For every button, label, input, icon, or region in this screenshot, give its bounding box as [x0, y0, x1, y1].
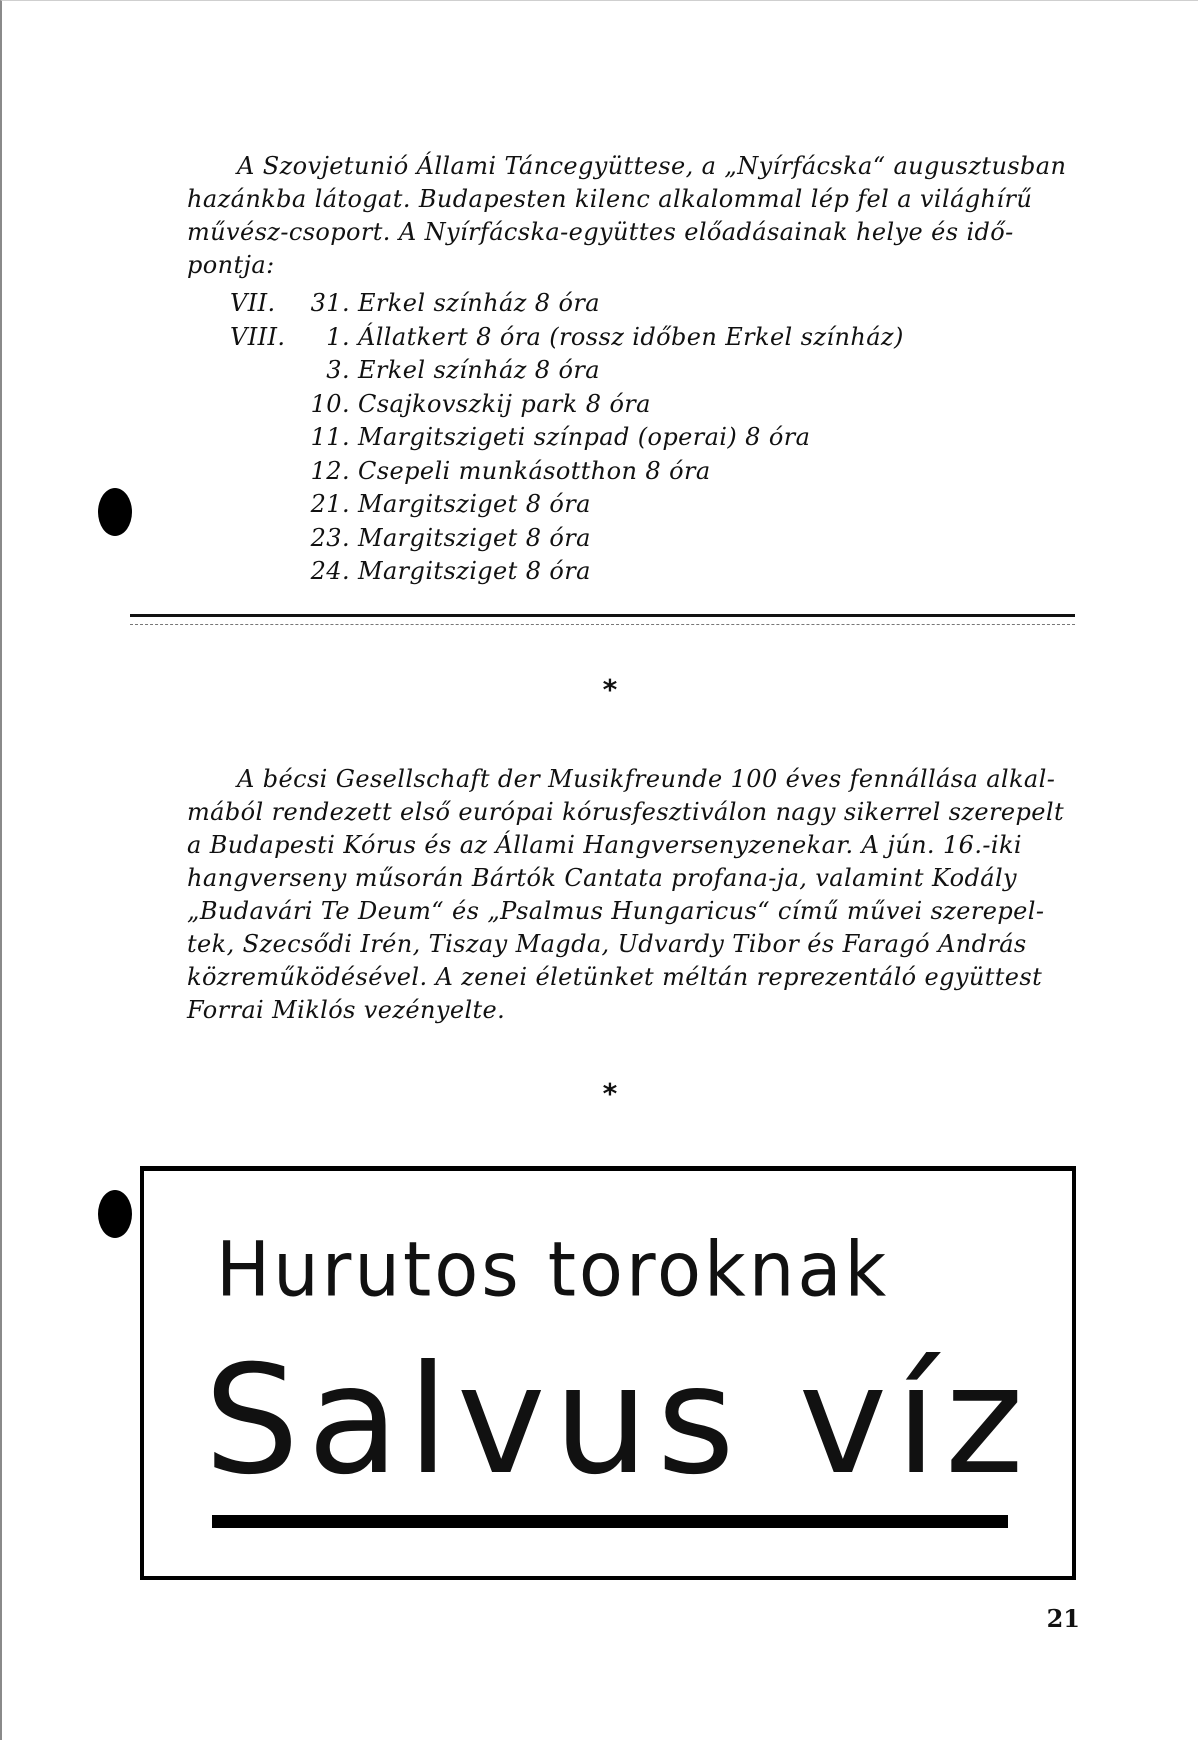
schedule-month: [230, 522, 298, 556]
ad-underline-bar: [212, 1515, 1008, 1528]
schedule-row: [230, 421, 904, 455]
schedule-row: [230, 488, 904, 522]
notice1-line-4: pontja:: [187, 251, 275, 279]
notice2-line-5: „Budavári Te Deum“ és „Psalmus Hungaricus“ című művei szerepel-: [187, 897, 1045, 925]
advertisement-box: [140, 1166, 1076, 1580]
schedule-month: VIII.: [230, 322, 286, 351]
notice1-line-3: művész-csoport. A Nyírfácska-együttes előadásainak helye és idő-: [187, 218, 1014, 246]
schedule-day: 23.: [310, 523, 350, 552]
ad-headline: Hurutos toroknak: [216, 1224, 890, 1314]
schedule-event: Erkel színház 8 óra: [358, 289, 600, 317]
schedule-event: Csepeli munkásotthon 8 óra: [358, 456, 711, 485]
schedule-event: Margitsziget 8 óra: [358, 490, 591, 518]
schedule-row: [230, 388, 904, 422]
notice2-line-4: hangverseny műsorán Bártók Cantata profana-ja, valamint Kodály: [187, 864, 1017, 892]
page-number: 21: [1046, 1604, 1080, 1633]
schedule-day: 12.: [310, 456, 350, 485]
schedule-row: [230, 321, 904, 355]
schedule-day: 21.: [310, 490, 350, 518]
schedule-row: [230, 522, 904, 556]
section-divider-rule: [130, 614, 1075, 617]
schedule-day: 3.: [326, 356, 350, 384]
notice2-line-7: közreműködésével. A zenei életünket méltán reprezentáló együttest: [187, 963, 1043, 991]
section-divider-rule-thin: [130, 624, 1075, 625]
schedule-month: VII.: [230, 289, 276, 317]
notice2-line-6: tek, Szecsődi Irén, Tiszay Magda, Udvardy Tibor és Faragó András: [187, 930, 1027, 958]
separator-asterisk-2: *: [602, 1077, 618, 1110]
schedule-day: 1.: [326, 322, 350, 351]
schedule-month: [230, 388, 298, 422]
schedule-event: Állatkert 8 óra (rossz időben Erkel színház): [358, 322, 904, 351]
schedule-day: 10.: [310, 389, 350, 418]
schedule-day: 31.: [310, 289, 350, 317]
schedule-event: Margitszigeti színpad (operai) 8 óra: [358, 423, 811, 451]
schedule-event: Csajkovszkij park 8 óra: [358, 389, 651, 418]
schedule-day: 24.: [310, 557, 350, 585]
performance-schedule: [230, 287, 904, 589]
schedule-event: Erkel színház 8 óra: [358, 356, 600, 384]
punch-hole-upper: [98, 488, 132, 536]
notice2-line-2: mából rendezett első európai kórusfesztiválon nagy sikerrel szerepelt: [187, 798, 1064, 826]
schedule-month: [230, 488, 298, 522]
schedule-event: Margitsziget 8 óra: [358, 523, 591, 552]
notice-choir-festival: [187, 763, 1075, 1027]
schedule-month: [230, 354, 298, 388]
separator-asterisk-1: *: [602, 673, 618, 706]
schedule-event: Margitsziget 8 óra: [358, 557, 591, 585]
notice-dance-ensemble: [187, 150, 1075, 282]
notice2-line-8: Forrai Miklós vezényelte.: [187, 996, 506, 1024]
ad-brand: Salvus víz: [204, 1334, 1032, 1508]
schedule-row: [230, 287, 904, 321]
schedule-row: [230, 354, 904, 388]
schedule-row: [230, 455, 904, 489]
schedule-month: [230, 555, 298, 589]
notice2-line-3: a Budapesti Kórus és az Állami Hangversenyzenekar. A jún. 16.-iki: [187, 831, 1022, 859]
notice1-line-1: A Szovjetunió Állami Táncegyüttese, a „Nyírfácska“ augusztusban: [237, 152, 1067, 180]
notice2-line-1: A bécsi Gesellschaft der Musikfreunde 100 éves fennállása alkal-: [237, 765, 1056, 793]
notice1-line-2: hazánkba látogat. Budapesten kilenc alkalommal lép fel a világhírű: [187, 185, 1033, 213]
schedule-month: [230, 455, 298, 489]
schedule-day: 11.: [310, 423, 350, 451]
punch-hole-lower: [98, 1190, 132, 1238]
schedule-month: [230, 421, 298, 455]
schedule-row: [230, 555, 904, 589]
